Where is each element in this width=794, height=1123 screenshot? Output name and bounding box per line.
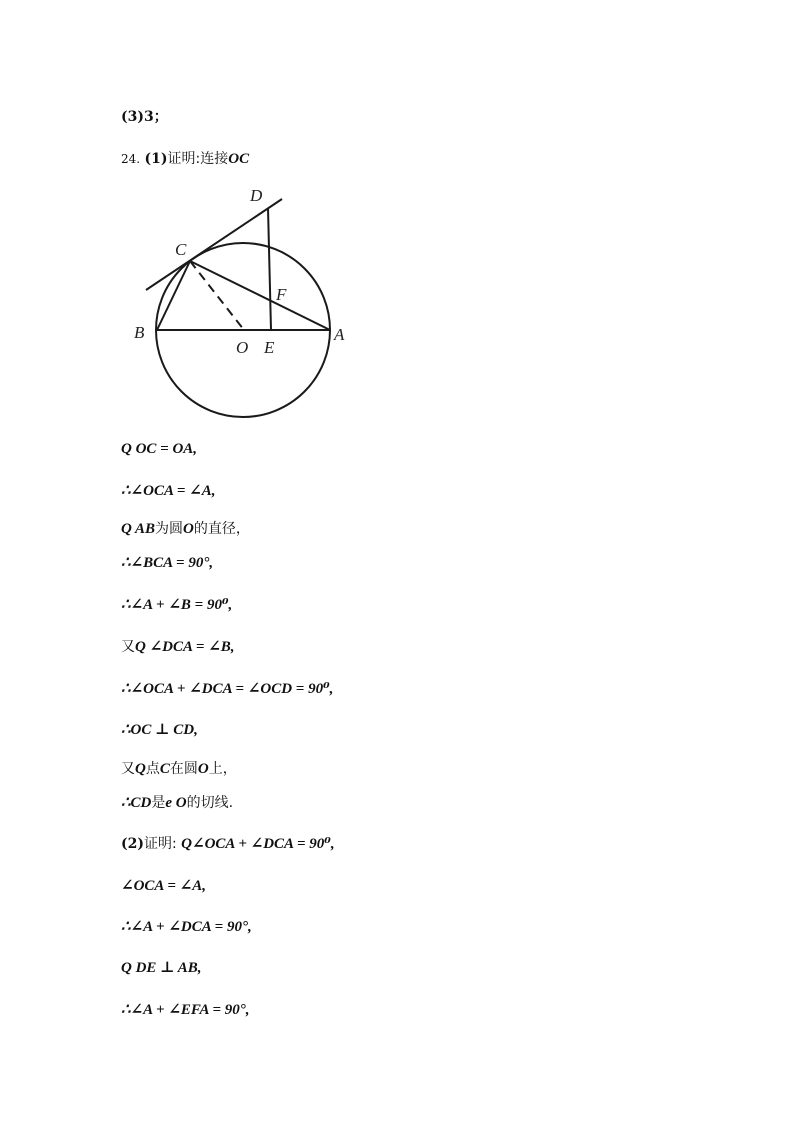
label-e: E <box>264 338 275 357</box>
label-o: O <box>236 338 249 357</box>
proof-line-11-c: e O <box>165 795 187 811</box>
proof-line-6-text: ∴∠A + ∠B = 90⁰, <box>121 597 233 613</box>
proof-line-12-b: 证明: <box>144 836 177 852</box>
proof-line-7-a: 又 <box>121 639 135 655</box>
proof-line-10-e: 在圆 <box>169 761 198 777</box>
proof-line-8-text: ∴∠OCA + ∠DCA = ∠OCD = 90⁰, <box>121 681 334 697</box>
proof-line-10-g: 上， <box>208 761 237 777</box>
proof-line-11-a: ∴CD <box>121 795 152 811</box>
proof-line-6 <box>121 596 232 614</box>
proof-line-13 <box>121 877 206 895</box>
proof-line-12-c: Q∠OCA + ∠DCA = 90⁰, <box>181 836 335 852</box>
proof-line-4-d: 的直径， <box>193 521 250 537</box>
proof-intro: 证明:连接 <box>167 151 229 167</box>
proof-intro-segment: OC <box>228 151 250 167</box>
label-b: B <box>134 323 145 342</box>
label-a: A <box>334 325 345 344</box>
proof-line-14 <box>121 918 252 936</box>
proof-line-16-text: ∴∠A + ∠EFA = 90°, <box>121 1002 250 1018</box>
proof-line-11-d: 的切线. <box>186 795 234 811</box>
part-3-text: (3)3； <box>121 109 168 125</box>
label-c: C <box>175 240 187 259</box>
proof-line-4 <box>121 520 250 538</box>
proof-line-4-a: Q AB <box>121 521 156 537</box>
proof-line-12 <box>121 835 335 853</box>
proof-line-13-text: ∠OCA = ∠A, <box>121 878 206 894</box>
part-3-answer <box>121 108 168 126</box>
proof-line-3 <box>121 482 216 500</box>
proof-line-16 <box>121 1001 250 1019</box>
proof-line-10-a: 又 <box>121 761 135 777</box>
proof-line-14-text: ∴∠A + ∠DCA = 90°, <box>121 919 252 935</box>
dashed-oc <box>190 261 244 330</box>
proof-line-10-d: C <box>159 761 170 777</box>
label-f: F <box>276 285 287 304</box>
proof-line-10-b: Q <box>135 761 146 777</box>
proof-line-8 <box>121 680 333 698</box>
problem-24-header <box>121 150 249 168</box>
proof-line-5-text: ∴∠BCA = 90°, <box>121 555 214 571</box>
problem-number: 24. <box>121 152 141 166</box>
proof-line-2 <box>121 440 197 458</box>
proof-line-11-b: 是 <box>151 795 166 811</box>
proof-line-11 <box>121 794 233 812</box>
proof-line-10 <box>121 760 237 778</box>
proof-line-10-c: 点 <box>145 761 160 777</box>
proof-line-9-text: ∴OC ⊥ CD, <box>121 722 198 738</box>
proof-line-9 <box>121 721 198 739</box>
chord-ca <box>190 261 330 330</box>
part-1-label: (1) <box>144 151 168 167</box>
circle-tangent-figure <box>120 180 360 425</box>
proof-line-15 <box>121 959 202 977</box>
proof-line-3-text: ∴∠OCA = ∠A, <box>121 483 216 499</box>
proof-line-5 <box>121 554 213 572</box>
proof-line-10-f: O <box>197 761 209 777</box>
proof-line-2-text: Q OC = OA, <box>121 441 198 457</box>
proof-line-7-b: Q ∠DCA = ∠B, <box>135 639 235 655</box>
proof-line-4-b: 为圆 <box>155 521 184 537</box>
proof-line-15-text: Q DE ⊥ AB, <box>121 960 202 976</box>
label-d: D <box>250 186 263 205</box>
segment-de <box>268 208 271 330</box>
part-2-label: (2) <box>121 836 144 852</box>
proof-line-4-c: O <box>183 521 194 537</box>
proof-line-7 <box>121 638 235 656</box>
